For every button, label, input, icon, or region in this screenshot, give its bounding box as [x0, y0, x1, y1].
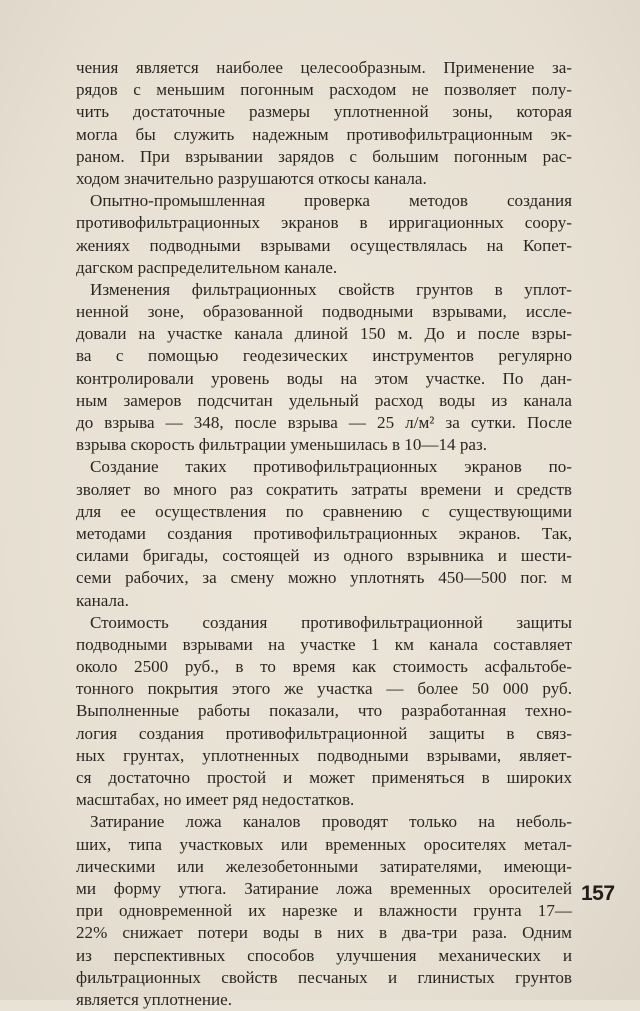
body-text — [76, 57, 572, 1011]
text-line: контролировали уровень воды на этом участке. По дан- — [76, 368, 572, 388]
text-line: из перспективных способов улучшения механических и — [76, 945, 572, 965]
text-line: ся достаточно простой и может применяться в широких — [76, 768, 572, 787]
paragraph — [76, 57, 572, 190]
text-line: Создание таких противофильтрационных экранов по- — [90, 457, 572, 477]
text-line: Опытно-промышленная проверка методов создания — [90, 191, 572, 211]
text-line: ненной зоне, образованной подводными взрывами, иссле- — [76, 302, 572, 322]
text-line: ных грунтах, уплотненных подводными взрывами, являет- — [76, 745, 572, 765]
text-line: для ее осуществления по сравнению с существующими — [76, 501, 572, 521]
paragraph — [76, 811, 572, 1011]
text-line: около 2500 руб., в то время как стоимость асфальтобе- — [76, 657, 572, 677]
text-line: чения является наиболее целесообразным. Применение за- — [76, 58, 572, 77]
text-line: взрыва скорость фильтрации уменьшилась в 10—14 раз. — [76, 435, 488, 455]
text-line: противофильтрационных экранов в ирригационных соору- — [76, 213, 572, 233]
text-line: семи рабочих, за смену можно уплотнять 450—500 пог. м — [76, 568, 572, 588]
text-line: ших, типа участковых или временных оросителях метал- — [76, 834, 572, 854]
text-line: довали на участке канала длиной 150 м. До и после взры- — [76, 324, 572, 344]
text-line: Выполненные работы показали, что разработанная техно- — [76, 701, 572, 721]
text-line: до взрыва — 348, после взрыва — 25 л/м² за сутки. После — [76, 413, 572, 432]
text-line: силами бригады, состоящей из одного взрывника и шести- — [76, 546, 572, 566]
text-line: жениях подводными взрывами осуществлялась на Копет- — [76, 235, 572, 255]
text-line: тонного покрытия этого же участка — более 50 000 руб. — [76, 679, 572, 699]
page-number: 157 — [581, 882, 615, 905]
paragraph — [76, 456, 572, 611]
text-line: при одновременной их нарезке и влажности грунта 17— — [76, 901, 572, 921]
paragraph — [76, 612, 572, 812]
text-line: лическими или железобетонными затирателями, имеющи- — [76, 856, 572, 876]
text-line: раном. При взрывании зарядов с большим погонным рас- — [76, 146, 572, 166]
text-line: фильтрационных свойств песчаных и глинистых грунтов — [76, 967, 572, 987]
paragraph — [76, 190, 572, 279]
text-line: является уплотнение. — [76, 989, 232, 1009]
text-line: ходом значительно разрушаются откосы канала. — [76, 168, 427, 188]
text-line: Затирание ложа каналов проводят только на неболь- — [90, 812, 572, 832]
text-line: канала. — [76, 590, 129, 610]
text-line: Стоимость создания противофильтрационной защиты — [90, 612, 572, 632]
text-line: методами создания противофильтрационных экранов. Так, — [76, 523, 572, 543]
text-line: могла бы служить надежным противофильтрационным эк- — [76, 124, 572, 144]
text-line: подводными взрывами на участке 1 км канала составляет — [76, 634, 572, 654]
text-line: чить достаточные размеры уплотненной зоны, которая — [76, 102, 572, 122]
text-line: дагском распределительном канале. — [76, 257, 338, 277]
text-line: ва с помощью геодезических инструментов регулярно — [76, 346, 572, 366]
paragraph — [76, 279, 572, 457]
text-line: зволяет во много раз сократить затраты времени и средств — [76, 479, 572, 499]
text-line: 22% снижает потери воды в них в два-три раза. Одним — [76, 923, 572, 943]
text-line: логия создания противофильтрационной защиты в связ- — [76, 723, 572, 743]
text-line: Изменения фильтрационных свойств грунтов в уплот- — [90, 279, 572, 299]
text-line: ным замеров подсчитан удельный расход воды из канала — [76, 390, 572, 410]
text-line: рядов с меньшим погонным расходом не позволяет полу- — [76, 80, 572, 100]
text-line: масштабах, но имеет ряд недостатков. — [76, 790, 355, 810]
text-line: ми форму утюга. Затирание ложа временных оросителей — [76, 878, 572, 898]
